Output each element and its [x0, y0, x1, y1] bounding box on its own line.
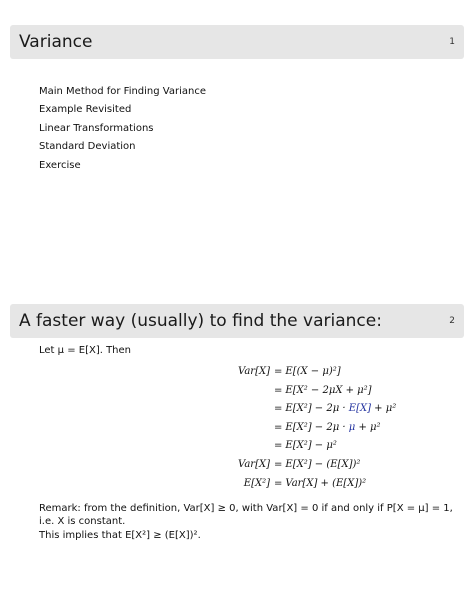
equation-row: E[X²] = Var[X] + (E[X])² [243, 477, 367, 489]
equation-rhs: Var[X] + (E[X])² [285, 477, 367, 489]
slide-header [10, 25, 464, 59]
slide-faster-variance [0, 300, 474, 613]
outline-item[interactable]: Main Method for Finding Variance [39, 86, 206, 97]
page-number: 1 [449, 37, 455, 47]
equation-block [140, 364, 460, 494]
highlighted-term: E[X] [348, 403, 371, 415]
equation-row: = E[X²] − 2μ · E[X] + μ² [274, 403, 397, 415]
outline-item[interactable]: Example Revisited [39, 104, 132, 116]
slide-header [10, 304, 464, 338]
page-number: 2 [449, 316, 455, 326]
equation-row: = E[X²] − 2μ · μ + μ² [274, 421, 381, 433]
outline-item[interactable]: Linear Transformations [39, 122, 154, 134]
outline-list [39, 83, 206, 175]
highlighted-term: μ [348, 421, 356, 433]
equation-lhs: Var[X] [238, 366, 270, 377]
intro-text: Let μ = E[X]. Then [39, 345, 132, 356]
equation-rhs: E[(X − μ)²] [285, 366, 341, 377]
slide-title: Variance [19, 32, 93, 52]
equation-rhs: E[X² − 2μX + μ²] [285, 384, 372, 396]
equation-row: Var[X] = E[X²] − (E[X])² [238, 458, 361, 470]
remark-line: i.e. X is constant. [39, 516, 126, 527]
equation-rhs: E[X²] − μ² [285, 440, 337, 452]
equation-row: = E[X²] − μ² [274, 440, 337, 452]
outline-item[interactable]: Exercise [39, 159, 81, 171]
remark-line: This implies that E[X²] ≥ (E[X])². [39, 530, 201, 541]
equation-row: Var[X] = E[(X − μ)²] [238, 366, 341, 377]
equation-rhs: E[X²] − 2μ · μ + μ² [285, 421, 381, 433]
equation-rhs: E[X²] − (E[X])² [285, 458, 361, 470]
equation-row: = E[X² − 2μX + μ²] [274, 384, 372, 396]
equation-lhs: E[X²] [243, 477, 270, 489]
equation-rhs: E[X²] − 2μ · E[X] + μ² [285, 403, 397, 415]
outline-item[interactable]: Standard Deviation [39, 141, 136, 153]
slide-title: A faster way (usually) to find the variance: [19, 311, 382, 331]
slide-variance-outline [0, 0, 474, 300]
remark-line: Remark: from the definition, Var[X] ≥ 0, with Var[X] = 0 if and only if P[X = μ] = 1, [39, 503, 453, 514]
equation-lhs: Var[X] [238, 458, 270, 470]
